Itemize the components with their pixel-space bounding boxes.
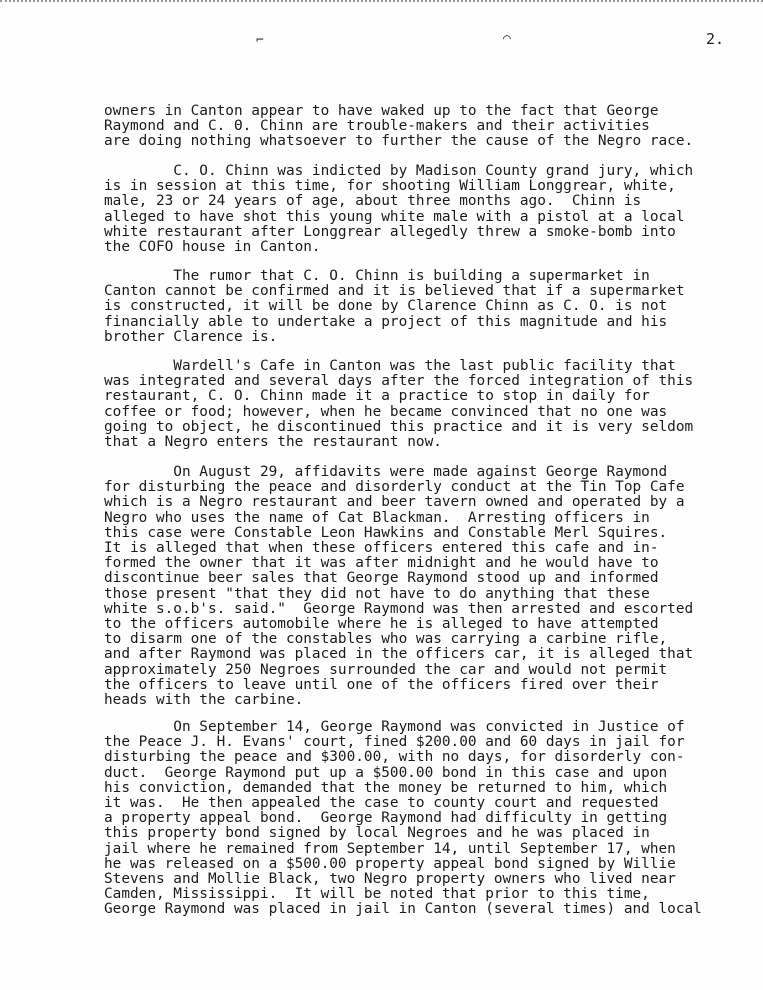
- text-line: a property appeal bond. George Raymond had difficulty in getting: [104, 810, 668, 827]
- text-line: Wardell's Cafe in Canton was the last public facility that: [104, 358, 676, 374]
- text-line: Canton cannot be confirmed and it is believed that if a supermarket: [104, 283, 685, 300]
- text-line: owners in Canton appear to have waked up to the fact that George: [104, 103, 659, 119]
- text-line: On September 14, George Raymond was convicted in Justice of: [104, 719, 685, 735]
- text-line: duct. George Raymond put up a $500.00 bond in this case and upon: [104, 764, 668, 781]
- text-line: C. O. Chinn was indicted by Madison County grand jury, which: [104, 163, 694, 179]
- text-line: for disturbing the peace and disorderly conduct at the Tin Top Cafe: [104, 479, 685, 496]
- text-line: brother Clarence is.: [104, 328, 278, 345]
- text-line: Stevens and Mollie Black, two Negro property owners who lived near: [104, 871, 676, 887]
- text-line: those present "that they did not have to do anything that these: [104, 585, 650, 602]
- text-line: financially able to undertake a project of this magnitude and his: [104, 313, 668, 330]
- text-line: to the officers automobile where he is alleged to have attempted: [104, 616, 659, 632]
- text-line: It is alleged that when these officers entered this cafe and in-: [104, 540, 659, 556]
- text-line: is in session at this time, for shooting William Longgrear, white,: [104, 178, 676, 195]
- top-dotted-rule: [0, 0, 763, 6]
- stray-mark: ⌒: [503, 31, 511, 46]
- text-line: that a Negro enters the restaurant now.: [104, 434, 442, 450]
- text-line: disturbing the peace and $300.00, with no days, for disorderly con-: [104, 749, 685, 766]
- text-line: it was. He then appealed the case to county court and requested: [104, 795, 659, 811]
- text-line: On August 29, affidavits were made against George Raymond: [104, 464, 668, 480]
- text-line: alleged to have shot this young white male with a pistol at a local: [104, 208, 685, 225]
- text-line: his conviction, demanded that the money be returned to him, which: [104, 779, 668, 796]
- text-line: is constructed, it will be done by Clarence Chinn as C. O. is not: [104, 298, 668, 315]
- text-line: the officers to leave until one of the officers fired over their: [104, 676, 659, 693]
- text-line: going to object, he discontinued this practice and it is very seldom: [104, 418, 694, 435]
- text-line: Negro who uses the name of Cat Blackman. Arresting officers in: [104, 509, 650, 526]
- text-line: heads with the carbine.: [104, 692, 304, 708]
- text-line: restaurant, C. O. Chinn made it a practice to stop in daily for: [104, 388, 650, 405]
- text-line: Raymond and C. Θ. Chinn are trouble-makers and their activities: [104, 118, 650, 135]
- text-line: white restaurant after Longgrear allegedly threw a smoke-bomb into: [104, 223, 676, 240]
- text-line: to disarm one of the constables who was carrying a carbine rifle,: [104, 631, 668, 648]
- text-line: the Peace J. H. Evans' court, fined $200.00 and 60 days in jail for: [104, 734, 685, 751]
- stray-mark: ⌐: [256, 33, 264, 48]
- text-line: approximately 250 Negroes surrounded the car and would not permit: [104, 661, 668, 678]
- text-line: white s.o.b's. said." George Raymond was then arrested and escorted: [104, 600, 694, 617]
- text-line: are doing nothing whatsoever to further the cause of the Negro race.: [104, 133, 694, 150]
- text-line: George Raymond was placed in jail in Canton (several times) and local: [104, 901, 702, 918]
- text-line: he was released on a $500.00 property appeal bond signed by Willie: [104, 855, 676, 872]
- text-line: male, 23 or 24 years of age, about three months ago. Chinn is: [104, 193, 642, 210]
- text-line: the COFO house in Canton.: [104, 239, 321, 255]
- text-line: discontinue beer sales that George Raymond stood up and informed: [104, 570, 659, 587]
- text-line: and after Raymond was placed in the officers car, it is alleged that: [104, 646, 694, 663]
- text-line: Camden, Mississippi. It will be noted that prior to this time,: [104, 886, 650, 903]
- text-line: jail where he remained from September 14, until September 17, when: [104, 840, 676, 857]
- text-line: formed the owner that it was after midnight and he would have to: [104, 555, 659, 572]
- text-line: The rumor that C. O. Chinn is building a supermarket in: [104, 268, 650, 284]
- page-number: 2.: [706, 30, 725, 48]
- text-line: this case were Constable Leon Hawkins and Constable Merl Squires.: [104, 524, 668, 541]
- text-line: this property bond signed by local Negroes and he was placed in: [104, 825, 650, 842]
- text-line: was integrated and several days after the forced integration of this: [104, 373, 694, 390]
- text-line: coffee or food; however, when he became convinced that no one was: [104, 403, 668, 420]
- text-line: which is a Negro restaurant and beer tavern owned and operated by a: [104, 494, 685, 511]
